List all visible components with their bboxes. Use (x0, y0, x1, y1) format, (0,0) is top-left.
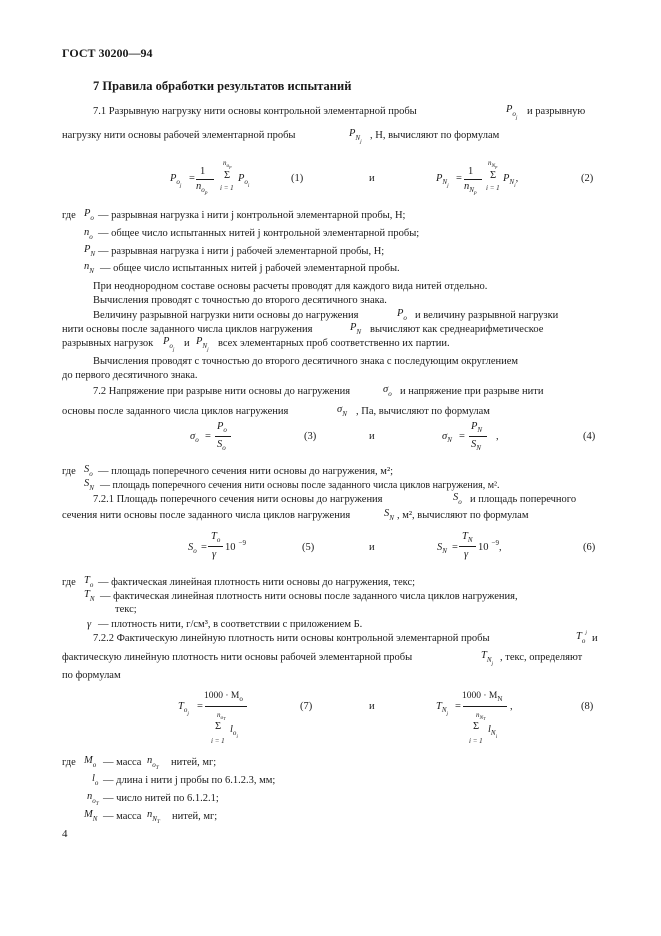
eq1-lhs: $P_{oj}$ (170, 173, 182, 189)
eq2-number: (2) (581, 173, 594, 184)
document-header: ГОСТ 30200—94 (62, 46, 153, 60)
eq5-number: (5) (302, 542, 315, 553)
p71-line1a: 7.1 Разрывную нагрузку нити основы контрольной элементарной пробы (93, 106, 417, 117)
page-number: 4 (62, 828, 68, 840)
symbol-P-Nj: $P_{Nj}$ (349, 128, 362, 145)
p71-line2a: нагрузку нити основы рабочей элементарной пробы (62, 130, 296, 141)
document-page: ГОСТ 30200—94 7 Правила обработки результатов испытаний 7.1 Разрывную нагрузку нити основы контрольной элементарной пробы $P_{oj}$ и разрывную нагрузку нити основы рабочей элементарной пробы $P_{Nj}$ , Н, вычисляют по формулам $P_{oj}$ = 1 $n_{op}$ $n_{op}$ Σ i = 1 $P_{oi}$ (1) и $P_{Nj}$ = 1 $n_{Np}$ $n_{Np}$ Σ i = 1 $P_{Ni}$, (2) где $P_o$ — разрывная нагрузка i нити j контрольной элементарной пробы, Н; $n_o$ — общее число испытанных нитей j контрольной элементарной пробы; $P_N$ — разрывная нагрузка i нити j рабочей элементарной пробы, Н; $n_N$ — общее число испытанных нитей j рабочей элементарной пробы. При неоднородном составе основы расчеты проводят для каждого вида нитей отдельно. Вычисления проводят с точностью до второго десятичного знака. Величину разрывной нагрузки нити основы до нагружения $P_o$ и величину разрывной нагрузки нити основы после заданного числа циклов нагружения $P_N$ вычисляют как среднеарифметическое разрывных нагрузок $P_{oj}$ и $P_{Nj}$ всех элементарных проб соответственно их партии. Вычисления проводят с точностью до второго десятичного знака с последующим округлением до первого десятичного знака. 7.2 Напряжение при разрыве нити основы до нагружения $\sigma_o$ и напряжение при разрыве нити основы после заданного числа циклов нагружения $\sigma_N$ , Па, вычисляют по формулам $\sigma_o$ = $P_o$ $S_o$ (3) и $\sigma_N$ = $P_N$ $S_N$ , (4) где $S_o$ — площадь поперечного сечения нити основы до нагружения, м²; $S_N$ — площадь поперечного сечения нити основы после заданного числа циклов нагружения, м². 7.2.1 Площадь поперечного сечения нити основы до нагружения $S_o$ и площадь поперечного сечения нити основы после заданного числа циклов нагружения $S_N$ , м², вычисляют по формулам $S_o$ = $T_o$ γ 10 $^{-9}$ (5) и $S_N$ = $T_N$ γ 10 $^{-9}$, (6) где $T_o$ — фактическая линейная плотность нити основы до нагружения, текс; $T_N$ — фактическая линейная плотность нити основы после заданного числа циклов нагружения, текс; γ — плотность нити, г/см³, в соответствии с приложением Б. 7.2.2 Фактическую линейную плотность нити основы контрольной элементарной пробы $T_o^j$ и фактическую линейную плотность нити основы рабочей элементарной пробы $T_{Nj}$ , текс, определяют по формулам $T_{oj}$ = $1000 \cdot M_o$ $n_{oT}$ Σ i = 1 $l_{oi}$ (7) и $T_{Nj}$ = $1000 \cdot M_N$ $n_{NT}$ Σ i = 1 $l_{Ni}$ , (8) где $M_o$ — масса $n_{oT}$ нитей, мг; $l_o$ — длина i нити j пробы по 6.1.2.3, мм; $n_{oT}$ — число нитей по 6.1.2.1; $M_N$ — масса $n_{NT}$ нитей, мг; 4 (62, 46, 598, 840)
eq7-number: (7) (300, 701, 313, 712)
symbol-P-oj: $P_{oj}$ (506, 104, 518, 121)
section-title: 7 Правила обработки результатов испытаний (93, 79, 352, 93)
eq8-number: (8) (581, 701, 594, 712)
eq2-lhs: $P_{Nj}$ (436, 173, 449, 189)
eq4-number: (4) (583, 431, 596, 442)
conjunction-and: и (369, 173, 375, 184)
para-precision: Вычисления проводят с точностью до второго десятичного знака. (93, 295, 387, 306)
para-heterogeneous: При неоднородном составе основы расчеты проводят для каждого вида нитей отдельно. (93, 281, 488, 292)
eq3-number: (3) (304, 431, 317, 442)
eq6-number: (6) (583, 542, 596, 553)
p71-line2b: , Н, вычисляют по формулам (370, 130, 500, 141)
p71-line1b: и разрывную (527, 106, 586, 117)
eq1-number: (1) (291, 173, 304, 184)
sum-sign: Σ (224, 170, 231, 181)
